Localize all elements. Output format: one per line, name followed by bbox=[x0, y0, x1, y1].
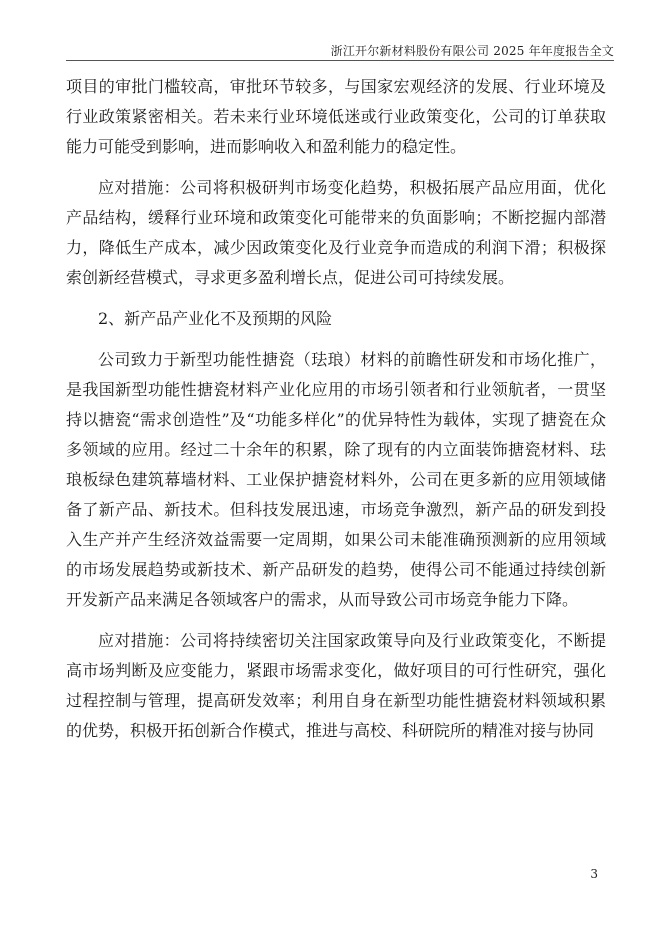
paragraph-countermeasures-policy: 应对措施：公司将积极研判市场变化趋势，积极拓展产品应用面，优化产品结构，缓释行业环境和政策变化可能带来的负面影响；不断挖掘内部潜力，降低生产成本，减少因政策变化及行业竞争而造成的利润下滑；积极探索创新经营模式，寻求更多盈利增长点，促进公司可持续发展。 bbox=[66, 178, 606, 287]
paragraph-new-product-risk: 公司致力于新型功能性搪瓷（珐琅）材料的前瞻性研发和市场化推广，是我国新型功能性搪瓷材料产业化应用的市场引领者和行业领航者，一贯坚持以搪瓷“需求创造性”及“功能多样化”的优异特性为载体，实现了搪瓷在众多领域的应用。经过二十余年的积累，除了现有的内立面装饰搪瓷材料、珐琅板绿色建筑幕墙材料、工业保护搪瓷材料外，公司在更多新的应用领域储备了新产品、新技术。但科技发展迅速，市场竞争激烈，新产品的研发到投入生产并产生经济效益需要一定周期，如果公司未能准确预测新的应用领域的市场发展趋势或新技术、新产品研发的趋势，使得公司不能通过持续创新开发新产品来满足各领域客户的需求，从而导致公司市场竞争能力下降。 bbox=[66, 350, 606, 609]
paragraph-approval-risk: 项目的审批门槛较高，审批环节较多，与国家宏观经济的发展、行业环境及行业政策紧密相关。若未来行业环境低迷或行业政策变化，公司的订单获取能力可能受到影响，进而影响收入和盈利能力的稳定性。 bbox=[66, 77, 606, 156]
header-divider bbox=[66, 60, 614, 61]
page-header-title: 浙江开尔新材料股份有限公司 2025 年年度报告全文 bbox=[330, 44, 614, 58]
section-heading-new-product-risk: 2、新产品产业化不及预期的风险 bbox=[98, 309, 333, 328]
paragraph-countermeasures-innovation: 应对措施：公司将持续密切关注国家政策导向及行业政策变化，不断提高市场判断及应变能力，紧跟市场需求变化，做好项目的可行性研究，强化过程控制与管理，提高研发效率；利用自身在新型功能性搪瓷材料领域积累的优势，积极开拓创新合作模式，推进与高校、科研院所的精准对接与协同 bbox=[66, 631, 606, 740]
document-body bbox=[66, 72, 606, 746]
page-number: 3 bbox=[590, 867, 598, 881]
